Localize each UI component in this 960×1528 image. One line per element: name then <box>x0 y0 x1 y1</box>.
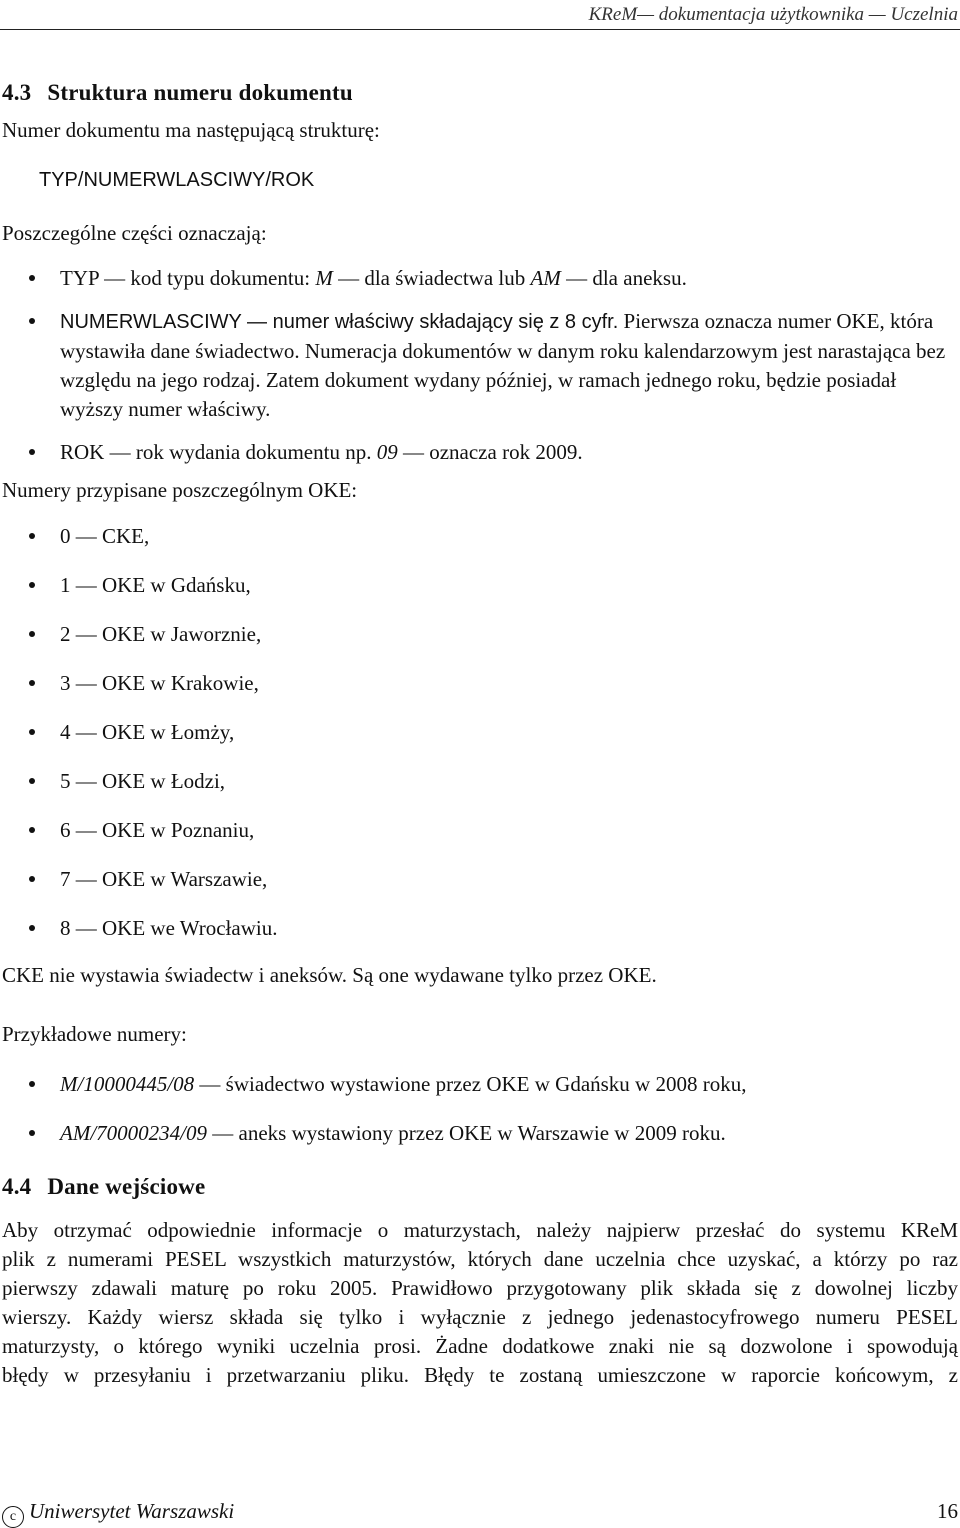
page-content <box>2 78 958 1390</box>
bullet-icon <box>29 729 35 735</box>
oke-item: 4 — OKE w Łomży, <box>60 720 235 744</box>
list-item <box>2 669 958 698</box>
paragraph-line: plik z numerami PESEL wszystkich maturzystów, których dane uczelnia chce uzyskać, a którzy po raz <box>2 1247 958 1271</box>
bullet-icon <box>29 631 35 637</box>
list-item <box>2 620 958 649</box>
list-item <box>2 438 958 467</box>
section-heading-4-3 <box>2 78 958 108</box>
part-numer-desc: Pierwsza oznacza numer OKE, która wystawiła dane świadectwo. Numeracja dokumentów w danym roku kalendarzowym jest narastająca bez względu na jego rodzaj. Zatem dokument wydany później, w ramach jednego roku, będzie posiadał wyższy numer właściwy. <box>60 309 946 421</box>
list-item <box>2 307 958 424</box>
bullet-icon <box>29 827 35 833</box>
list-item <box>2 767 958 796</box>
code-am: AM <box>530 266 561 290</box>
section-title: Dane wejściowe <box>47 1174 206 1199</box>
section-number: 4.3 <box>2 80 32 105</box>
paragraph-line: pierwszy zdawali maturę po roku 2005. Prawidłowo przygotowany plik składa się z dowolnej liczby <box>2 1276 958 1300</box>
copyright-icon: c <box>2 1506 24 1528</box>
examples-list <box>2 1070 958 1148</box>
bullet-icon <box>29 533 35 539</box>
bullet-icon <box>29 275 35 281</box>
oke-label: Numery przypisane poszczególnym OKE: <box>2 478 358 502</box>
oke-item: 8 — OKE we Wrocławiu. <box>60 916 278 940</box>
input-data-paragraph <box>2 1216 958 1390</box>
part-typ-text: TYP — kod typu dokumentu: <box>60 266 316 290</box>
oke-item: 6 — OKE w Poznaniu, <box>60 818 255 842</box>
list-item <box>2 718 958 747</box>
bullet-icon <box>29 1130 35 1136</box>
list-item <box>2 571 958 600</box>
header-rule <box>0 29 960 30</box>
structure-format: TYP/NUMERWLASCIWY/ROK <box>39 169 315 191</box>
example-text: — świadectwo wystawione przez OKE w Gdańsku w 2008 roku, <box>194 1072 747 1096</box>
bullet-icon <box>29 582 35 588</box>
example-code: M/10000445/08 <box>60 1072 195 1096</box>
part-rok-text: ROK — rok wydania dokumentu np. <box>60 440 377 464</box>
page-number: 16 <box>937 1499 958 1523</box>
section-title: Struktura numeru dokumentu <box>47 80 353 105</box>
bullet-icon <box>29 449 35 455</box>
part-rok-text-2: — oznacza rok 2009. <box>397 440 583 464</box>
bullet-icon <box>29 925 35 931</box>
page-footer <box>2 1497 958 1528</box>
bullet-icon <box>29 1081 35 1087</box>
part-typ-text-3: — dla aneksu. <box>560 266 687 290</box>
bullet-icon <box>29 876 35 882</box>
paragraph-line: Aby otrzymać odpowiednie informacje o maturzystach, należy najpierw przesłać do systemu KReM <box>2 1218 958 1242</box>
part-numer-text: NUMERWLASCIWY — numer właściwy składający się z 8 cyfr. <box>60 311 619 333</box>
oke-item: 3 — OKE w Krakowie, <box>60 671 259 695</box>
bullet-icon <box>29 778 35 784</box>
code-09: 09 <box>376 440 398 464</box>
bullet-icon <box>29 680 35 686</box>
footer-institution <box>2 1499 234 1523</box>
examples-label: Przykładowe numery: <box>2 1022 187 1046</box>
part-typ-text-2: — dla świadectwa lub <box>332 266 531 290</box>
parts-list <box>2 264 958 467</box>
oke-list <box>2 522 958 943</box>
list-item <box>2 264 958 293</box>
institution-name: Uniwersytet Warszawski <box>29 1499 235 1523</box>
oke-item: 5 — OKE w Łodzi, <box>60 769 226 793</box>
cke-note: CKE nie wystawia świadectw i aneksów. Są one wydawane tylko przez OKE. <box>2 963 657 987</box>
oke-item: 1 — OKE w Gdańsku, <box>60 573 251 597</box>
code-m: M <box>315 266 333 290</box>
oke-item: 2 — OKE w Jaworznie, <box>60 622 262 646</box>
paragraph-line: wierszy. Każdy wiersz składa się tylko i wyłącznie z jednego jedenastocyfrowego numeru PESEL <box>2 1305 958 1329</box>
oke-item: 7 — OKE w Warszawie, <box>60 867 268 891</box>
oke-item: 0 — CKE, <box>60 524 150 548</box>
running-header: KReM— dokumentacja użytkownika — Uczelnia <box>588 4 958 25</box>
example-code: AM/70000234/09 <box>60 1121 207 1145</box>
list-item <box>2 865 958 894</box>
parts-label: Poszczególne części oznaczają: <box>2 221 267 245</box>
bullet-icon <box>29 318 35 324</box>
intro-text: Numer dokumentu ma następującą strukturę: <box>2 118 380 142</box>
list-item <box>2 914 958 943</box>
paragraph-line: błędy w przesyłaniu i przetwarzaniu pliku. Błędy te zostaną umieszczone w raporcie końcowym, z <box>2 1363 958 1387</box>
section-heading-4-4 <box>2 1172 958 1202</box>
list-item <box>2 816 958 845</box>
section-number: 4.4 <box>2 1174 32 1199</box>
list-item <box>2 1119 958 1148</box>
paragraph-line: maturzysty, o którego wyniki uczelnia prosi. Żadne dodatkowe znaki nie są dozwolone i spowodują <box>2 1334 958 1358</box>
list-item <box>2 1070 958 1099</box>
example-text: — aneks wystawiony przez OKE w Warszawie w 2009 roku. <box>207 1121 726 1145</box>
list-item <box>2 522 958 551</box>
